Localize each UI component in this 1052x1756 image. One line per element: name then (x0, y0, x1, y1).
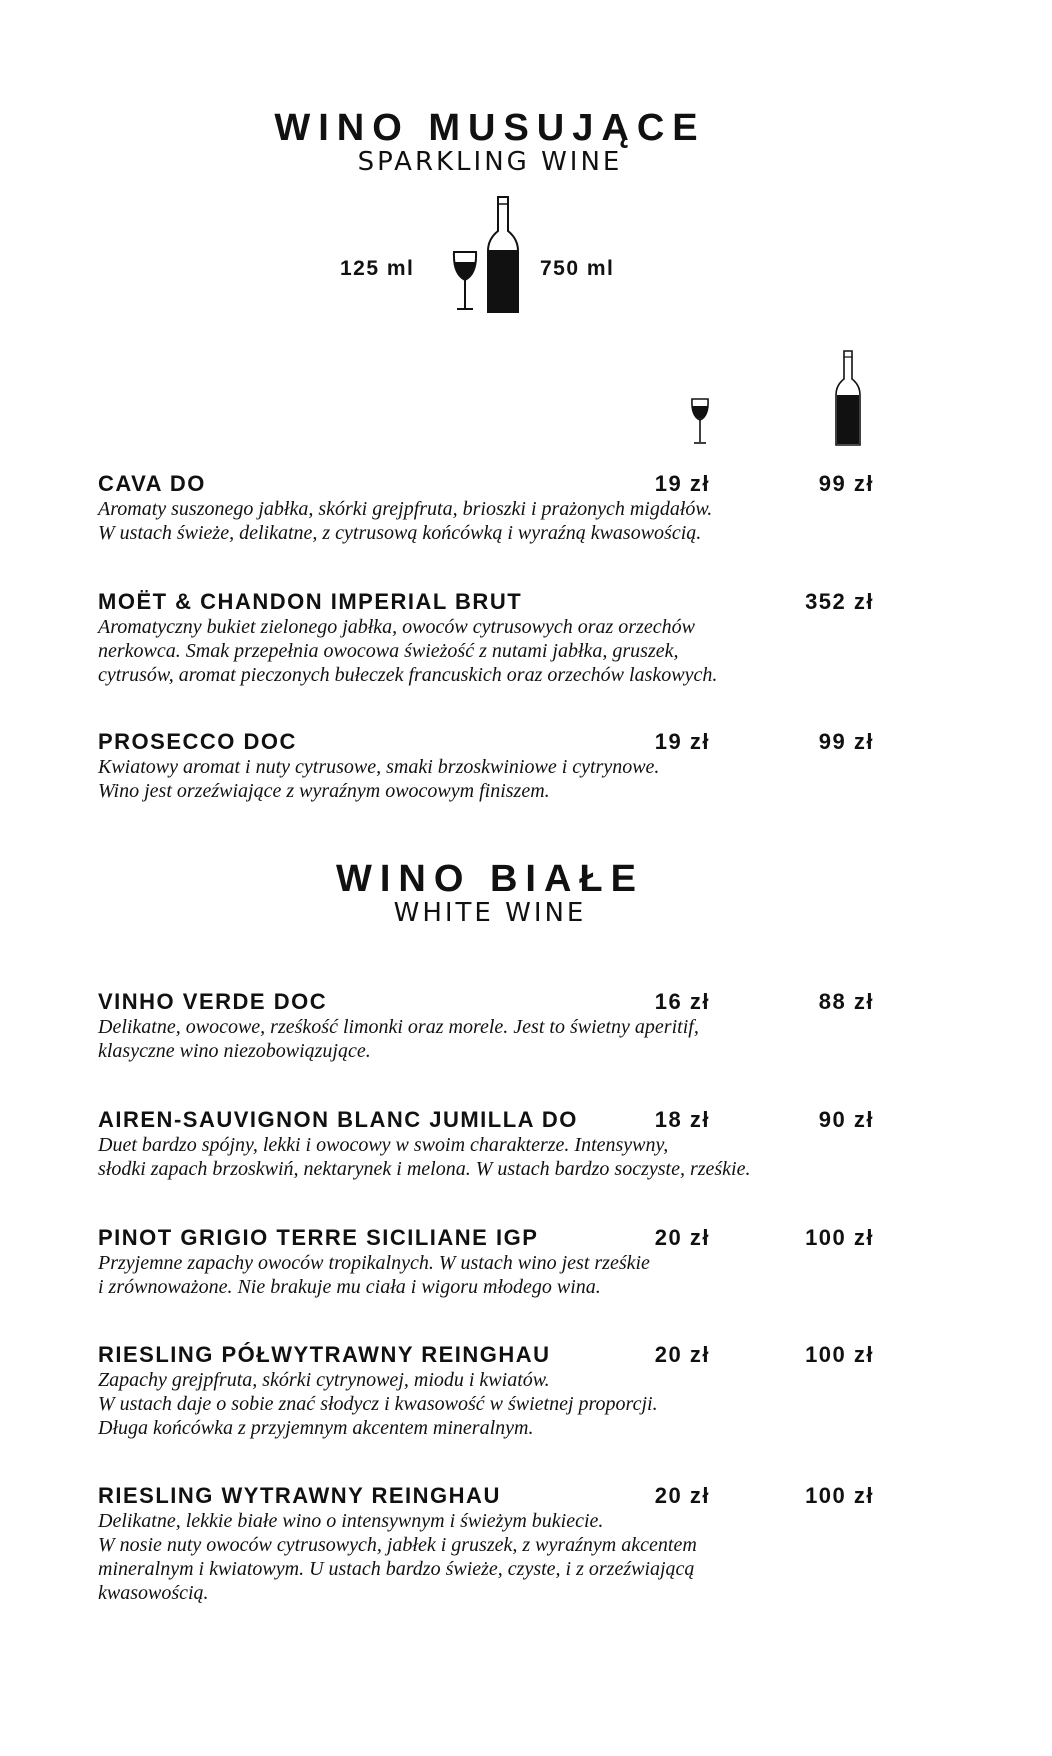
description-line: W ustach daje o sobie znać słodycz i kwasowość w świetnej proporcji. (98, 1393, 658, 1415)
wine-description (98, 755, 878, 803)
price-glass: 18 zł (654, 1107, 710, 1132)
glass-column-icon (690, 397, 710, 445)
wine-name: MOËT & CHANDON IMPERIAL BRUT (98, 589, 523, 614)
description-line: Delikatne, lekkie białe wino o intensywnym i świeżym bukiecie. (98, 1510, 604, 1532)
description-line: cytrusów, aromat pieczonych bułeczek francuskich oraz orzechów laskowych. (98, 664, 718, 686)
price-bottle: 352 zł (805, 589, 874, 614)
wine-name: CAVA DO (98, 471, 206, 496)
wine-item (98, 989, 878, 1063)
wine-description (98, 497, 878, 545)
description-line: mineralnym i kwiatowym. U ustach bardzo świeże, czyste, i z orzeźwiającą (98, 1558, 695, 1580)
wine-description (98, 1509, 878, 1605)
price-glass: 20 zł (654, 1483, 710, 1508)
price-bottle: 100 zł (805, 1225, 874, 1250)
wine-item (98, 1342, 878, 1440)
price-bottle: 99 zł (818, 729, 874, 754)
wine-name: RIESLING WYTRAWNY REINGHAU (98, 1483, 501, 1508)
wine-item (98, 1225, 878, 1299)
description-line: Długa końcówka z przyjemnym akcentem mineralnym. (98, 1417, 534, 1439)
wine-description (98, 1133, 878, 1181)
wine-item (98, 1483, 878, 1605)
price-bottle: 100 zł (805, 1342, 874, 1367)
wine-name: RIESLING PÓŁWYTRAWNY REINGHAU (98, 1342, 551, 1367)
wine-item (98, 729, 878, 803)
wine-name: PINOT GRIGIO TERRE SICILIANE IGP (98, 1225, 539, 1250)
bottle-size-label: 750 ml (540, 257, 615, 280)
description-line: W ustach świeże, delikatne, z cytrusową końcówką i wyraźną kwasowością. (98, 522, 702, 544)
description-line: i zrównoważone. Nie brakuje mu ciała i wigoru młodego wina. (98, 1276, 601, 1298)
price-bottle: 100 zł (805, 1483, 874, 1508)
price-glass: 20 zł (654, 1342, 710, 1367)
wine-name: PROSECCO DOC (98, 729, 297, 754)
section-heading-white (0, 859, 980, 927)
description-line: kwasowością. (98, 1582, 209, 1604)
description-line: słodki zapach brzoskwiń, nektarynek i melona. W ustach bardzo soczyste, rześkie. (98, 1158, 751, 1180)
bottle-column-icon (834, 349, 862, 447)
description-line: Aromaty suszonego jabłka, skórki grejpfruta, brioszki i prażonych migdałów. (98, 498, 713, 520)
price-glass: 19 zł (654, 471, 710, 496)
section-title-en: WHITE WINE (393, 898, 587, 928)
wine-name: AIREN-SAUVIGNON BLANC JUMILLA DO (98, 1107, 578, 1132)
description-line: Zapachy grejpfruta, skórki cytrynowej, miodu i kwiatów. (98, 1369, 550, 1391)
price-glass: 19 zł (654, 729, 710, 754)
price-bottle: 88 zł (818, 989, 874, 1014)
glass-size-label: 125 ml (340, 257, 415, 280)
description-line: Aromatyczny bukiet zielonego jabłka, owoców cytrusowych oraz orzechów (98, 616, 695, 638)
price-bottle: 90 zł (818, 1107, 874, 1132)
section-title-en: SPARKLING WINE (357, 147, 623, 177)
description-line: Kwiatowy aromat i nuty cytrusowe, smaki brzoskwiniowe i cytrynowe. (98, 756, 660, 778)
description-line: Delikatne, owocowe, rześkość limonki oraz morele. Jest to świetny aperitif, (98, 1016, 699, 1038)
wine-item (98, 471, 878, 545)
wine-item (98, 589, 878, 687)
wine-name: VINHO VERDE DOC (98, 989, 328, 1014)
description-line: nerkowca. Smak przepełnia owocowa świeżość z nutami jabłka, gruszek, (98, 640, 679, 662)
wine-description (98, 1251, 878, 1299)
description-line: klasyczne wino niezobowiązujące. (98, 1040, 371, 1062)
wine-item (98, 1107, 878, 1181)
wine-description (98, 1015, 878, 1063)
section-title-pl: WINO BIAŁE (336, 858, 644, 900)
price-glass: 20 zł (654, 1225, 710, 1250)
description-line: Wino jest orzeźwiające z wyraźnym owocowym finiszem. (98, 780, 550, 802)
wine-bottle-icon (486, 195, 520, 315)
price-bottle: 99 zł (818, 471, 874, 496)
description-line: W nosie nuty owoców cytrusowych, jabłek i gruszek, z wyraźnym akcentem (98, 1534, 697, 1556)
wine-glass-icon (452, 250, 478, 312)
serving-size-legend (340, 195, 640, 320)
description-line: Duet bardzo spójny, lekki i owocowy w swoim charakterze. Intensywny, (98, 1134, 669, 1156)
section-title-pl: WINO MUSUJĄCE (274, 107, 706, 149)
description-line: Przyjemne zapachy owoców tropikalnych. W ustach wino jest rześkie (98, 1252, 650, 1274)
price-glass: 16 zł (654, 989, 710, 1014)
wine-description (98, 1368, 878, 1440)
wine-description (98, 615, 878, 687)
section-heading-sparkling (0, 108, 980, 176)
